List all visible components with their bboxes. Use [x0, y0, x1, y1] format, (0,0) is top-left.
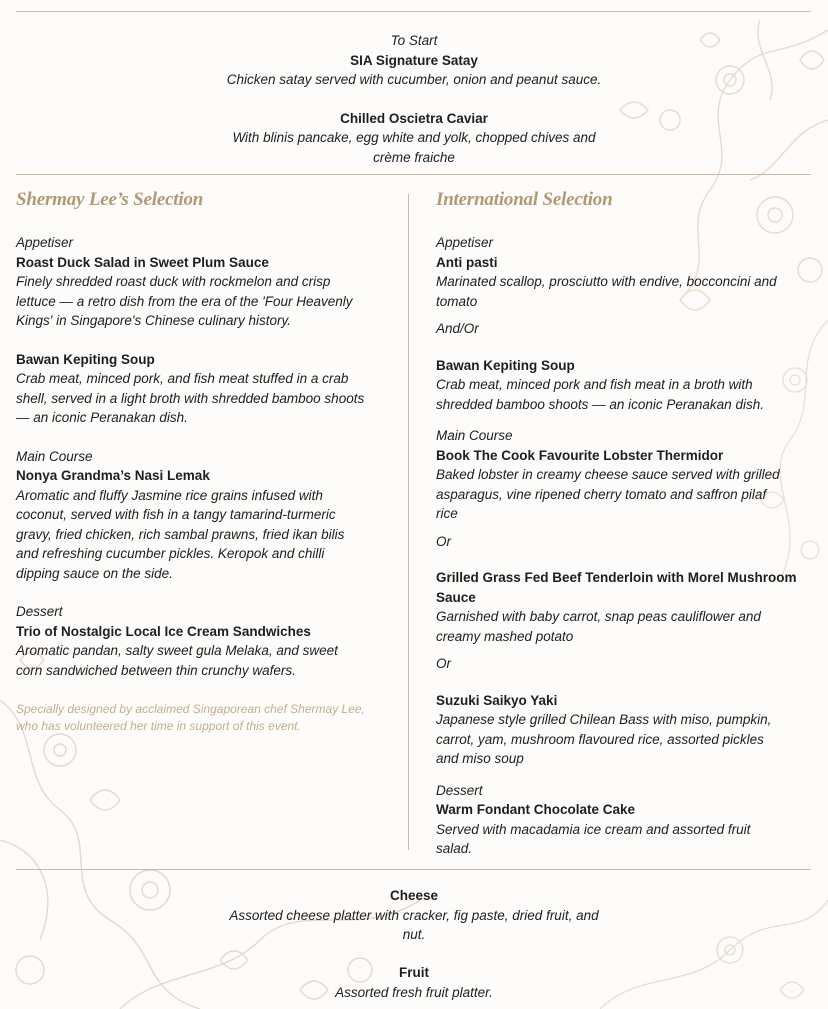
left-main-label: Main Course [16, 448, 93, 464]
left-main-name: Nonya Grandma’s Nasi Lemak [16, 468, 210, 483]
caviar-desc-line-2: crème fraiche [373, 149, 455, 165]
beef-desc-2: creamy mashed potato [436, 628, 574, 644]
left-main-desc-5: dipping sauce on the side. [16, 565, 173, 581]
left-soup-desc-3: — an iconic Peranakan dish. [16, 410, 188, 425]
cheese-desc-1: Assorted cheese platter with cracker, fig paste, dried fruit, and [229, 907, 599, 923]
or-label-2: Or [436, 656, 451, 671]
left-soup-desc-2: shell, served in a light broth with shredded bamboo shoots [16, 390, 365, 406]
fruit-desc: Assorted fresh fruit platter. [335, 984, 493, 1000]
fruit-section [0, 963, 828, 1002]
satay-name: SIA Signature Satay [350, 52, 478, 68]
fruit-name: Fruit [399, 965, 429, 980]
to-start-label: To Start [390, 33, 438, 48]
left-main-desc-4: and refreshing cucumber pickles. Keropok and chilli [16, 546, 325, 561]
left-main-desc-2: coconut, served with fish in a tangy tamarind-turmeric [16, 507, 336, 522]
right-appetiser-desc-2: tomato [436, 293, 478, 309]
right-soup-name: Bawan Kepiting Soup [436, 357, 575, 373]
left-dessert-desc-2: corn sandwiched between thin crunchy wafers. [16, 662, 296, 678]
to-start-rule [16, 174, 811, 175]
lobster-desc-1: Baked lobster in creamy cheese sauce served with grilled [436, 467, 780, 482]
lobster-name: Book The Cook Favourite Lobster Thermidor [436, 447, 724, 463]
or-label-1: Or [436, 533, 451, 549]
caviar-name: Chilled Oscietra Caviar [340, 110, 488, 126]
suzuki-name: Suzuki Saikyo Yaki [436, 692, 558, 708]
cheese-desc-2: nut. [402, 927, 426, 942]
right-soup-desc-2: shredded bamboo shoots — an iconic Peranakan dish. [436, 396, 764, 412]
left-appetiser-desc-1: Finely shredded roast duck with rockmelon and crisp [16, 274, 331, 289]
top-rule [16, 11, 811, 12]
beef-desc-1: Garnished with baby carrot, snap peas cauliflower and [436, 609, 761, 624]
right-section-title: International Selection [436, 189, 613, 210]
left-appetiser-desc-3: Kings' in Singapore's Chinese culinary history. [16, 313, 292, 328]
cheese-name: Cheese [389, 888, 439, 903]
lobster-desc-2: asparagus, vine ripened cherry tomato and saffron pilaf [436, 486, 767, 502]
left-column [16, 233, 396, 735]
left-section-title: Shermay Lee’s Selection [16, 189, 204, 210]
right-appetiser-desc-1: Marinated scallop, prosciutto with endive, bocconcini and [436, 274, 777, 289]
right-soup-desc-1: Crab meat, minced pork and fish meat in a broth with [436, 377, 753, 392]
right-appetiser-name: Anti pasti [436, 254, 498, 270]
right-main-label: Main Course [436, 428, 513, 443]
right-dessert-label: Dessert [436, 782, 483, 798]
and-or-label: And/Or [436, 321, 479, 336]
satay-desc: Chicken satay served with cucumber, onion and peanut sauce. [226, 72, 602, 87]
chef-note-line-1: Specially designed by acclaimed Singaporean chef Shermay Lee, [16, 702, 365, 716]
column-divider [408, 194, 409, 850]
right-dessert-desc-1: Served with macadamia ice cream and assorted fruit [436, 821, 751, 837]
left-dessert-desc-1: Aromatic pandan, salty sweet gula Melaka, and sweet [16, 643, 338, 658]
left-soup-name: Bawan Kepiting Soup [16, 351, 155, 367]
left-main-desc-3: gravy, fried chicken, rich sambal prawns, fried ikan bilis [16, 526, 345, 542]
left-main-desc-1: Aromatic and fluffy Jasmine rice grains infused with [16, 487, 323, 503]
suzuki-desc-3: and miso soup [436, 751, 524, 766]
right-column [436, 233, 816, 859]
left-dessert-label: Dessert [16, 604, 63, 619]
left-soup-desc-1: Crab meat, minced pork, and fish meat stuffed in a crab [16, 371, 349, 386]
left-appetiser-desc-2: lettuce — a retro dish from the era of the 'Four Heavenly [16, 293, 353, 309]
left-dessert-name: Trio of Nostalgic Local Ice Cream Sandwiches [16, 623, 311, 639]
chef-note [16, 701, 396, 735]
suzuki-desc-2: carrot, yam, mushroom flavoured rice, assorted pickles [436, 731, 764, 747]
chef-note-line-2: who has volunteered her time in support of this event. [16, 719, 301, 733]
right-appetiser-label: Appetiser [436, 235, 494, 250]
beef-name-1: Grilled Grass Fed Beef Tenderloin with Morel Mushroom [436, 570, 797, 585]
beef-name-2: Sauce [436, 589, 476, 605]
lobster-desc-3: rice [436, 506, 458, 521]
left-appetiser-name: Roast Duck Salad in Sweet Plum Sauce [16, 254, 269, 270]
bottom-rule [16, 869, 811, 870]
right-dessert-desc-2: salad. [436, 841, 473, 856]
caviar-desc-line-1: With blinis pancake, egg white and yolk, chopped chives and [232, 130, 596, 145]
left-appetiser-label: Appetiser [16, 235, 74, 250]
cheese-section [0, 886, 828, 945]
to-start-section [0, 31, 828, 167]
right-dessert-name: Warm Fondant Chocolate Cake [436, 802, 636, 817]
suzuki-desc-1: Japanese style grilled Chilean Bass with miso, pumpkin, [436, 712, 772, 727]
